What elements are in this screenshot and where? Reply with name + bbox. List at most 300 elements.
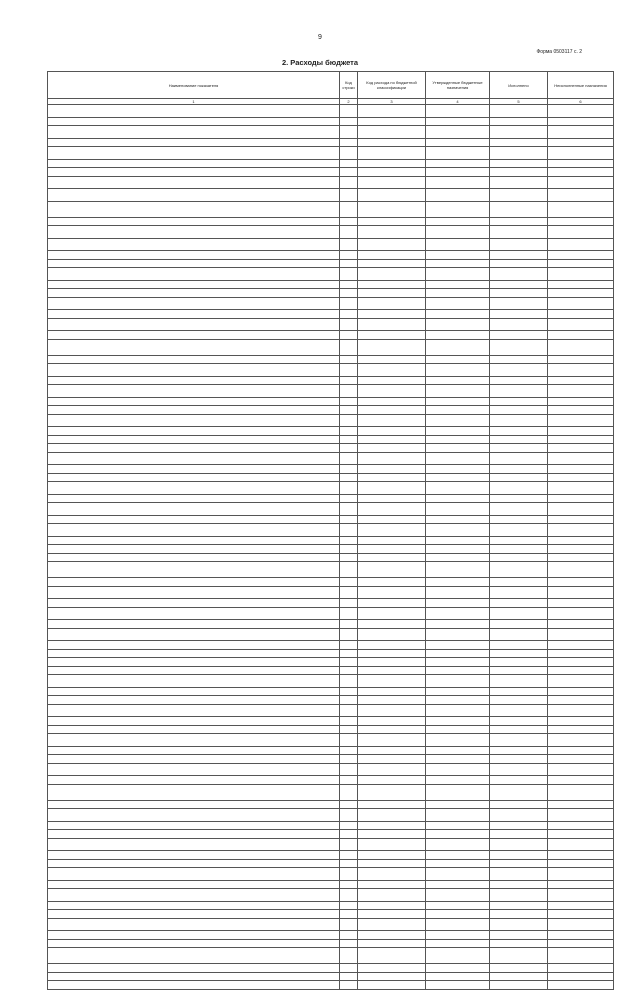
row-line-code	[340, 696, 358, 705]
row-classification-code	[358, 117, 426, 126]
row-name	[48, 310, 340, 319]
row-classification-code	[358, 821, 426, 830]
row-line-code	[340, 147, 358, 160]
row-approved	[426, 599, 490, 608]
row-line-code	[340, 717, 358, 726]
table-row	[48, 238, 614, 251]
row-classification-code	[358, 641, 426, 650]
row-classification-code	[358, 586, 426, 599]
row-unexecuted	[548, 268, 614, 281]
row-name	[48, 251, 340, 260]
row-executed	[490, 658, 548, 667]
row-name	[48, 641, 340, 650]
row-unexecuted	[548, 696, 614, 705]
table-row	[48, 910, 614, 919]
row-unexecuted	[548, 717, 614, 726]
row-line-code	[340, 586, 358, 599]
row-executed	[490, 725, 548, 734]
row-name	[48, 444, 340, 453]
row-executed	[490, 868, 548, 881]
row-line-code	[340, 444, 358, 453]
row-classification-code	[358, 776, 426, 785]
row-approved	[426, 259, 490, 268]
row-unexecuted	[548, 809, 614, 822]
row-line-code	[340, 901, 358, 910]
row-approved	[426, 201, 490, 217]
row-classification-code	[358, 755, 426, 764]
header-classification-code: Код расхода по бюджетной классификации	[358, 72, 426, 99]
table-row	[48, 939, 614, 948]
row-approved	[426, 168, 490, 177]
row-executed	[490, 117, 548, 126]
row-name	[48, 809, 340, 822]
header-number: 1	[48, 99, 340, 105]
row-executed	[490, 397, 548, 406]
table-row	[48, 901, 614, 910]
row-classification-code	[358, 138, 426, 147]
row-unexecuted	[548, 578, 614, 587]
row-approved	[426, 830, 490, 839]
row-unexecuted	[548, 339, 614, 355]
row-executed	[490, 981, 548, 990]
row-executed	[490, 289, 548, 298]
row-unexecuted	[548, 138, 614, 147]
row-approved	[426, 776, 490, 785]
table-row	[48, 687, 614, 696]
row-name	[48, 217, 340, 226]
row-executed	[490, 599, 548, 608]
row-approved	[426, 918, 490, 931]
table-row	[48, 385, 614, 398]
table-row	[48, 675, 614, 688]
row-approved	[426, 268, 490, 281]
row-unexecuted	[548, 364, 614, 377]
row-name	[48, 168, 340, 177]
row-line-code	[340, 578, 358, 587]
row-classification-code	[358, 901, 426, 910]
row-classification-code	[358, 981, 426, 990]
row-classification-code	[358, 734, 426, 747]
row-unexecuted	[548, 536, 614, 545]
table-row	[48, 972, 614, 981]
row-executed	[490, 972, 548, 981]
row-approved	[426, 821, 490, 830]
row-executed	[490, 755, 548, 764]
row-approved	[426, 503, 490, 516]
row-executed	[490, 259, 548, 268]
row-classification-code	[358, 800, 426, 809]
table-row	[48, 620, 614, 629]
row-line-code	[340, 889, 358, 902]
row-classification-code	[358, 809, 426, 822]
row-line-code	[340, 268, 358, 281]
row-executed	[490, 435, 548, 444]
row-executed	[490, 931, 548, 940]
row-line-code	[340, 641, 358, 650]
row-line-code	[340, 238, 358, 251]
row-unexecuted	[548, 964, 614, 973]
row-line-code	[340, 364, 358, 377]
row-classification-code	[358, 939, 426, 948]
row-unexecuted	[548, 226, 614, 239]
row-name	[48, 868, 340, 881]
table-row	[48, 734, 614, 747]
table-row	[48, 821, 614, 830]
table-row	[48, 607, 614, 620]
row-unexecuted	[548, 452, 614, 465]
row-unexecuted	[548, 910, 614, 919]
row-classification-code	[358, 599, 426, 608]
row-classification-code	[358, 201, 426, 217]
row-name	[48, 964, 340, 973]
row-classification-code	[358, 444, 426, 453]
row-unexecuted	[548, 562, 614, 578]
row-line-code	[340, 339, 358, 355]
row-name	[48, 931, 340, 940]
row-executed	[490, 948, 548, 964]
row-approved	[426, 649, 490, 658]
row-name	[48, 821, 340, 830]
row-approved	[426, 939, 490, 948]
row-executed	[490, 494, 548, 503]
row-executed	[490, 355, 548, 364]
row-unexecuted	[548, 868, 614, 881]
row-unexecuted	[548, 503, 614, 516]
row-executed	[490, 147, 548, 160]
row-unexecuted	[548, 355, 614, 364]
row-classification-code	[358, 238, 426, 251]
table-row	[48, 880, 614, 889]
row-unexecuted	[548, 784, 614, 800]
row-executed	[490, 331, 548, 340]
row-unexecuted	[548, 931, 614, 940]
row-name	[48, 524, 340, 537]
row-approved	[426, 578, 490, 587]
row-name	[48, 628, 340, 641]
table-row	[48, 717, 614, 726]
row-unexecuted	[548, 238, 614, 251]
row-executed	[490, 830, 548, 839]
row-approved	[426, 553, 490, 562]
row-unexecuted	[548, 189, 614, 202]
row-classification-code	[358, 578, 426, 587]
table-row	[48, 784, 614, 800]
row-unexecuted	[548, 473, 614, 482]
row-line-code	[340, 226, 358, 239]
row-executed	[490, 201, 548, 217]
row-executed	[490, 964, 548, 973]
row-classification-code	[358, 687, 426, 696]
table-row	[48, 251, 614, 260]
row-name	[48, 494, 340, 503]
row-classification-code	[358, 620, 426, 629]
row-approved	[426, 784, 490, 800]
table-row	[48, 578, 614, 587]
row-approved	[426, 536, 490, 545]
row-name	[48, 763, 340, 776]
row-approved	[426, 414, 490, 427]
row-classification-code	[358, 910, 426, 919]
row-name	[48, 289, 340, 298]
row-executed	[490, 452, 548, 465]
row-name	[48, 851, 340, 860]
row-name	[48, 138, 340, 147]
row-line-code	[340, 553, 358, 562]
row-classification-code	[358, 280, 426, 289]
row-executed	[490, 704, 548, 717]
row-unexecuted	[548, 435, 614, 444]
row-approved	[426, 494, 490, 503]
row-approved	[426, 427, 490, 436]
row-name	[48, 838, 340, 851]
row-line-code	[340, 658, 358, 667]
row-unexecuted	[548, 289, 614, 298]
row-approved	[426, 452, 490, 465]
row-approved	[426, 159, 490, 168]
row-classification-code	[358, 355, 426, 364]
row-executed	[490, 297, 548, 310]
row-classification-code	[358, 675, 426, 688]
row-name	[48, 800, 340, 809]
row-unexecuted	[548, 734, 614, 747]
row-unexecuted	[548, 545, 614, 554]
row-name	[48, 734, 340, 747]
row-name	[48, 147, 340, 160]
row-classification-code	[358, 465, 426, 474]
row-line-code	[340, 859, 358, 868]
row-line-code	[340, 189, 358, 202]
row-unexecuted	[548, 444, 614, 453]
row-name	[48, 562, 340, 578]
row-executed	[490, 385, 548, 398]
row-unexecuted	[548, 918, 614, 931]
row-line-code	[340, 776, 358, 785]
row-approved	[426, 755, 490, 764]
row-classification-code	[358, 251, 426, 260]
row-name	[48, 503, 340, 516]
row-line-code	[340, 784, 358, 800]
table-row	[48, 649, 614, 658]
row-name	[48, 318, 340, 331]
row-name	[48, 226, 340, 239]
table-row	[48, 658, 614, 667]
row-line-code	[340, 452, 358, 465]
table-row	[48, 117, 614, 126]
table-row	[48, 503, 614, 516]
expenditure-table	[47, 71, 614, 990]
table-row	[48, 376, 614, 385]
row-line-code	[340, 310, 358, 319]
row-executed	[490, 105, 548, 118]
row-classification-code	[358, 289, 426, 298]
table-row	[48, 217, 614, 226]
row-name	[48, 599, 340, 608]
table-body	[48, 105, 614, 990]
row-line-code	[340, 649, 358, 658]
row-unexecuted	[548, 280, 614, 289]
header-number: 6	[548, 99, 614, 105]
row-line-code	[340, 159, 358, 168]
row-approved	[426, 406, 490, 415]
row-classification-code	[358, 964, 426, 973]
row-line-code	[340, 482, 358, 495]
row-line-code	[340, 948, 358, 964]
row-approved	[426, 524, 490, 537]
row-executed	[490, 851, 548, 860]
row-executed	[490, 889, 548, 902]
row-line-code	[340, 297, 358, 310]
row-executed	[490, 838, 548, 851]
header-approved: Утвержденные бюджетные назначения	[426, 72, 490, 99]
row-approved	[426, 746, 490, 755]
row-approved	[426, 675, 490, 688]
row-name	[48, 482, 340, 495]
row-name	[48, 397, 340, 406]
table-row	[48, 406, 614, 415]
row-unexecuted	[548, 972, 614, 981]
form-code: Форма 0503117 с. 2	[536, 49, 582, 55]
row-line-code	[340, 318, 358, 331]
row-classification-code	[358, 649, 426, 658]
row-name	[48, 620, 340, 629]
row-classification-code	[358, 482, 426, 495]
table-row	[48, 176, 614, 189]
row-unexecuted	[548, 168, 614, 177]
row-classification-code	[358, 176, 426, 189]
row-approved	[426, 763, 490, 776]
row-executed	[490, 620, 548, 629]
row-name	[48, 465, 340, 474]
row-approved	[426, 397, 490, 406]
row-executed	[490, 939, 548, 948]
row-unexecuted	[548, 763, 614, 776]
row-approved	[426, 364, 490, 377]
row-unexecuted	[548, 649, 614, 658]
row-line-code	[340, 217, 358, 226]
row-unexecuted	[548, 217, 614, 226]
row-unexecuted	[548, 414, 614, 427]
row-unexecuted	[548, 599, 614, 608]
row-classification-code	[358, 717, 426, 726]
row-name	[48, 238, 340, 251]
row-classification-code	[358, 414, 426, 427]
row-classification-code	[358, 830, 426, 839]
table-row	[48, 168, 614, 177]
row-line-code	[340, 494, 358, 503]
table-row	[48, 981, 614, 990]
row-line-code	[340, 763, 358, 776]
row-unexecuted	[548, 310, 614, 319]
row-approved	[426, 658, 490, 667]
row-approved	[426, 138, 490, 147]
row-line-code	[340, 435, 358, 444]
row-line-code	[340, 628, 358, 641]
row-line-code	[340, 734, 358, 747]
row-executed	[490, 189, 548, 202]
row-classification-code	[358, 948, 426, 964]
row-unexecuted	[548, 397, 614, 406]
row-line-code	[340, 725, 358, 734]
row-line-code	[340, 620, 358, 629]
row-unexecuted	[548, 889, 614, 902]
row-unexecuted	[548, 755, 614, 764]
row-classification-code	[358, 406, 426, 415]
row-executed	[490, 859, 548, 868]
row-name	[48, 515, 340, 524]
row-unexecuted	[548, 658, 614, 667]
table-row	[48, 725, 614, 734]
row-name	[48, 658, 340, 667]
row-approved	[426, 465, 490, 474]
row-unexecuted	[548, 821, 614, 830]
row-name	[48, 755, 340, 764]
row-name	[48, 972, 340, 981]
row-classification-code	[358, 105, 426, 118]
row-approved	[426, 666, 490, 675]
row-executed	[490, 251, 548, 260]
row-executed	[490, 217, 548, 226]
row-line-code	[340, 176, 358, 189]
row-approved	[426, 931, 490, 940]
row-classification-code	[358, 452, 426, 465]
row-classification-code	[358, 628, 426, 641]
table-row	[48, 482, 614, 495]
row-approved	[426, 809, 490, 822]
row-classification-code	[358, 763, 426, 776]
table-row	[48, 918, 614, 931]
row-approved	[426, 910, 490, 919]
row-executed	[490, 776, 548, 785]
row-executed	[490, 628, 548, 641]
row-classification-code	[358, 226, 426, 239]
table-row	[48, 628, 614, 641]
row-name	[48, 578, 340, 587]
row-classification-code	[358, 696, 426, 705]
row-executed	[490, 524, 548, 537]
row-unexecuted	[548, 620, 614, 629]
row-executed	[490, 687, 548, 696]
row-executed	[490, 159, 548, 168]
header-number: 3	[358, 99, 426, 105]
row-name	[48, 364, 340, 377]
row-approved	[426, 620, 490, 629]
row-name	[48, 859, 340, 868]
row-executed	[490, 268, 548, 281]
row-line-code	[340, 687, 358, 696]
row-line-code	[340, 126, 358, 139]
row-executed	[490, 800, 548, 809]
row-line-code	[340, 117, 358, 126]
row-name	[48, 105, 340, 118]
row-executed	[490, 545, 548, 554]
row-executed	[490, 641, 548, 650]
row-approved	[426, 331, 490, 340]
row-executed	[490, 553, 548, 562]
row-approved	[426, 280, 490, 289]
row-name	[48, 385, 340, 398]
row-line-code	[340, 105, 358, 118]
row-approved	[426, 251, 490, 260]
row-name	[48, 784, 340, 800]
table-row	[48, 189, 614, 202]
row-approved	[426, 473, 490, 482]
row-unexecuted	[548, 176, 614, 189]
row-classification-code	[358, 607, 426, 620]
row-name	[48, 717, 340, 726]
row-line-code	[340, 473, 358, 482]
row-classification-code	[358, 435, 426, 444]
row-name	[48, 910, 340, 919]
